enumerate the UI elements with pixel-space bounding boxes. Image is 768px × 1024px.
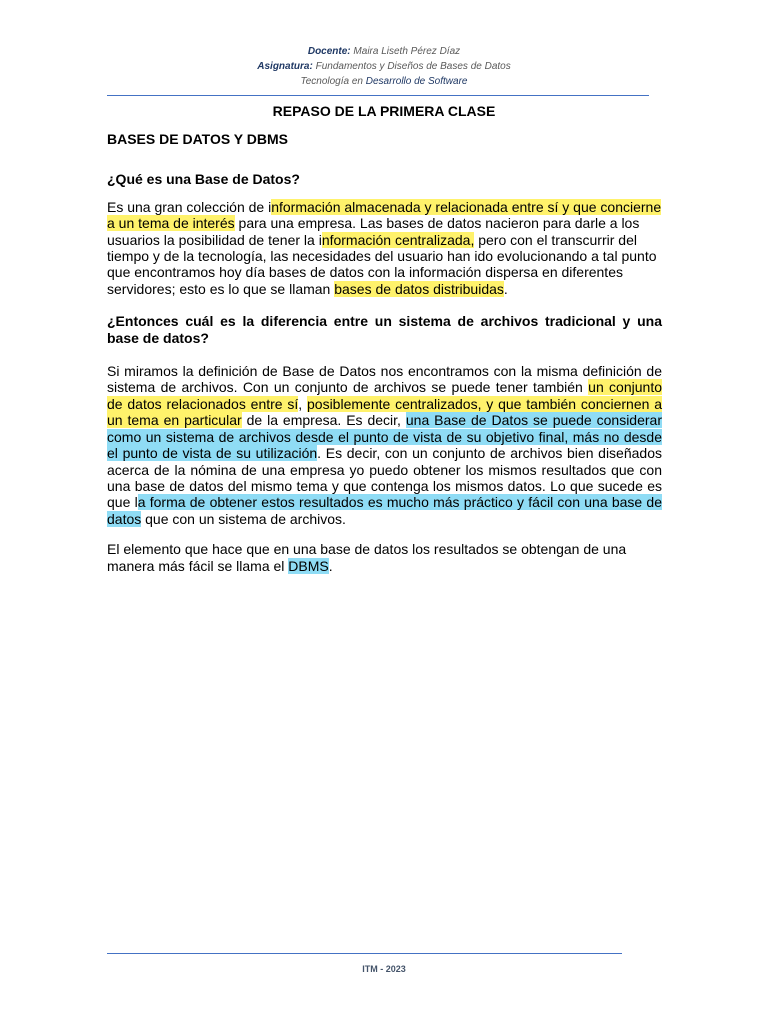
text-run: para una empresa. Las bases de datos nacieron para darle a los usuarios la posibilidad de tener la i	[107, 215, 640, 248]
highlight-yellow: nformación centralizada,	[321, 231, 475, 248]
footer-divider	[107, 953, 622, 954]
text-run: pero con el transcurrir del tiempo y de la tecnología, las necesidades del usuario han ido evolucionando a tal punto que encontramos hoy día bases de datos con la información dispersa en diferentes servidores; esto es lo que se llaman	[107, 231, 657, 297]
text-run: Si miramos la definición de Base de Datos nos encontramos con la misma definición de sistema de archivos. Con un conjunto de archivos se puede tener también	[107, 363, 662, 396]
question-2-heading: ¿Entonces cuál es la diferencia entre un sistema de archivos tradicional y una base de datos?	[107, 313, 662, 346]
header-divider	[107, 95, 649, 96]
text-run: El elemento que hace que en una base de datos los resultados se obtengan de una manera más fácil se llama el	[107, 541, 627, 574]
tecnologia-name: Desarrollo de Software	[365, 76, 468, 87]
docente-name: Maira Liseth Pérez Díaz	[353, 46, 461, 57]
asignatura-label: Asignatura:	[257, 61, 313, 72]
question-2-paragraph	[107, 363, 662, 527]
closing-paragraph	[107, 541, 662, 574]
highlight-yellow: un conjunto de datos relacionados entre sí	[107, 379, 662, 412]
text-run: .	[328, 557, 333, 574]
highlight-blue: una Base de Datos se puede considerar como un sistema de archivos desde el punto de vista de su objetivo final, más no desde el punto de vista de su utilización	[107, 412, 662, 462]
highlight-yellow: bases de datos distribuidas	[334, 280, 504, 297]
header-docente-line	[0, 44, 768, 59]
question-1-heading: ¿Qué es una Base de Datos?	[107, 171, 300, 188]
page-footer: ITM - 2023	[362, 964, 406, 974]
text-run: . Es decir, con un conjunto de archivos bien diseñados acerca de la nómina de una empresa yo puedo obtener los mismos resultados que con una base de datos del mismo tema y que contenga los mismos datos. Lo que sucede es que l	[107, 445, 662, 511]
page-header	[0, 44, 768, 89]
highlight-blue: DBMS	[288, 557, 329, 574]
highlight-yellow: posiblemente centralizados, y que también conciernen a un tema en particular	[107, 395, 662, 429]
section-heading: BASES DE DATOS Y DBMS	[107, 131, 289, 147]
text-run: Es una gran colección de i	[107, 198, 272, 215]
text-run: de la empresa. Es decir,	[241, 412, 406, 429]
text-run: que con un sistema de archivos.	[141, 510, 346, 527]
highlight-blue: a forma de obtener estos resultados es mucho más práctico y fácil con una base de datos	[107, 494, 663, 527]
text-run: .	[503, 280, 508, 297]
asignatura-name: Fundamentos y Diseños de Bases de Datos	[315, 61, 511, 72]
document-title: REPASO DE LA PRIMERA CLASE	[272, 103, 496, 119]
tecnologia-prefix: Tecnología en	[300, 76, 363, 87]
header-asignatura-line	[0, 59, 768, 74]
document-body	[107, 131, 662, 574]
header-tecnologia-line	[0, 74, 768, 89]
text-run: ,	[298, 395, 307, 412]
highlight-yellow: nformación almacenada y relacionada entre sí y que concierne a un tema de interés	[107, 198, 662, 232]
docente-label: Docente:	[307, 46, 351, 57]
question-1-paragraph	[107, 199, 662, 297]
